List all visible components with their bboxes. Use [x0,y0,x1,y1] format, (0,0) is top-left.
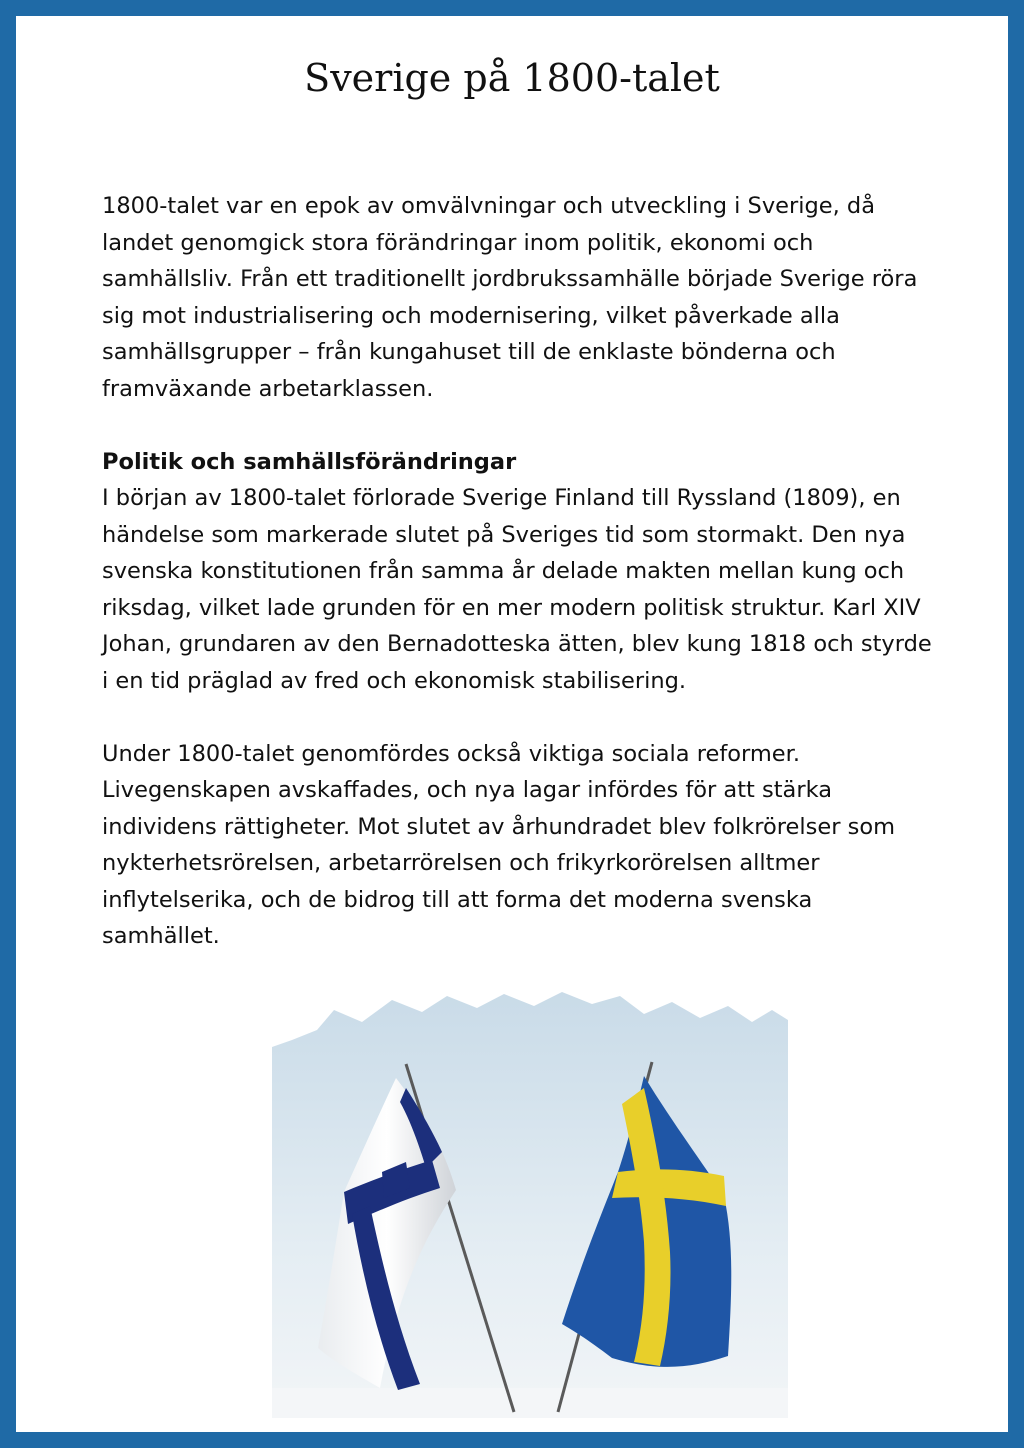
spacer [102,699,932,736]
section-paragraph-2: Under 1800-talet genomfördes också viktiga sociala reformer. Livegenskapen avskaffades, och nya lagar infördes för att stärka individens rättigheter. Mot slutet av århundradet blev folkrörelser som nykterhetsrörelsen, arbetarrörelsen och frikyrkorörelsen alltmer inflytelserika, och de bidrog till att forma det moderna svenska samhället. [102,740,896,949]
spacer [102,407,932,444]
table-surface [272,1388,788,1418]
section-paragraph-1: I början av 1800-talet förlorade Sverige Finland till Ryssland (1809), en händelse som markerade slutet på Sveriges tid som stormakt. Den nya svenska konstitutionen från samma år delade makten mellan kung och riksdag, vilket lade grunden för en mer modern politisk struktur. Karl XIV Johan, grundaren av den Bernadotteska ätten, blev kung 1818 och styrde i en tid präglad av fred och ekonomisk stabilisering. [102,485,932,694]
page-title: Sverige på 1800-talet [304,56,720,100]
article-body [102,188,932,955]
intro-paragraph: 1800-talet var en epok av omvälvningar och utveckling i Sverige, då landet genomgick stora förändringar inom politik, ekonomi och samhällsliv. Från ett traditionellt jordbrukssamhälle började Sverige röra sig mot industrialisering och modernisering, vilket påverkade alla samhällsgrupper – från kungahuset till de enklaste bönderna och framväxande arbetarklassen. [102,193,918,402]
flags-image [272,992,788,1418]
flags-illustration [272,992,788,1418]
section-heading: Politik och samhällsförändringar [102,448,517,475]
